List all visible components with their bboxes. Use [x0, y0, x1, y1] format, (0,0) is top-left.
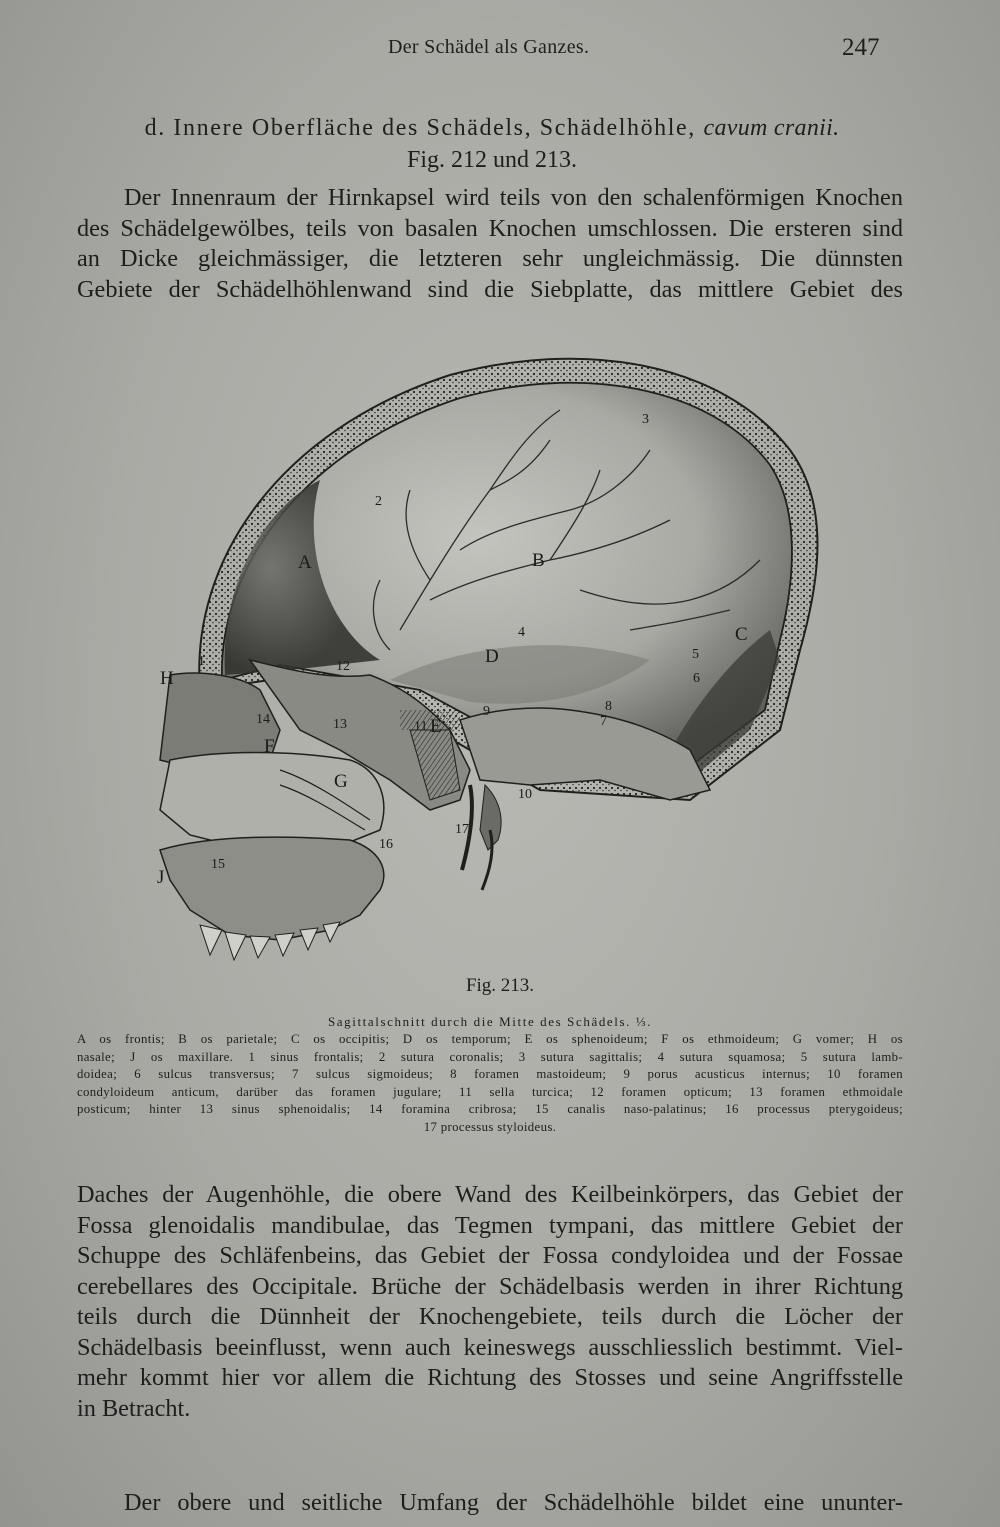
text-line: Gebiete der Schädelhöhlenwand sind die Siebplatte, das mittlere Gebiet des [77, 275, 903, 303]
text-line: Der obere und seitliche Umfang der Schädelhöhle bildet eine ununter- [124, 1489, 903, 1516]
figure-label-C: C [735, 624, 748, 645]
running-title: Der Schädel als Ganzes. [388, 36, 590, 58]
section-figure-reference: Fig. 212 und 213. [406, 147, 577, 173]
figure-label-2: 2 [375, 494, 382, 509]
figure-label-1: 1 [198, 654, 205, 669]
text-line: in Betracht. [77, 1394, 191, 1422]
top-paragraph [77, 183, 903, 305]
figure-label-6: 6 [693, 671, 700, 686]
caption-line: 17 processus styloideus. [423, 1119, 557, 1134]
caption-line: A os frontis; B os parietale; C os occipitis; D os temporum; E os sphenoideum; F os ethmoideum; G vomer; H os [77, 1032, 903, 1046]
text-line: an Dicke gleichmässiger, die letzteren sehr ungleichmässig. Die dünnsten [77, 245, 903, 272]
text-line: des Schädelgewölbes, teils von basalen Knochen umschlossen. Die ersteren sind [77, 214, 903, 242]
section-heading [92, 112, 892, 176]
bottom-paragraph [77, 1180, 903, 1424]
figure-label-8: 8 [605, 699, 612, 714]
figure-label-11: 11 [414, 719, 428, 734]
caption-heading: Sagittalschnitt durch die Mitte des Schädels. ⅓. [327, 1014, 653, 1029]
figure-label-E: E [430, 716, 442, 737]
running-head [0, 36, 1000, 66]
figure-label-7: 7 [600, 714, 607, 729]
figure-label-4: 4 [518, 625, 525, 640]
text-line: Daches der Augenhöhle, die obere Wand des Keilbeinkörpers, das Gebiet der [77, 1181, 903, 1208]
text-line: mehr kommt hier vor allem die Richtung des Stosses und seine Angriffsstelle [77, 1364, 903, 1391]
caption-line: posticum; hinter 13 sinus sphenoidalis; 14 foramina cribrosa; 15 canalis naso-palatinus; 16 processus pterygoideus; [77, 1102, 903, 1116]
figure-label-D: D [485, 646, 499, 667]
figure-label-12: 12 [336, 659, 350, 674]
figure-caption [77, 1013, 903, 1136]
figure-label-13: 13 [333, 717, 347, 732]
caption-line: condyloideum anticum, darüber das foramen jugulare; 11 sella turcica; 12 foramen opticum; 13 foramen ethmoidale [77, 1084, 903, 1099]
figure-label-B: B [532, 550, 545, 571]
text-line: Schuppe des Schläfenbeins, das Gebiet der Fossa condyloidea und der Fossae [77, 1242, 903, 1269]
figure-label-15: 15 [211, 857, 225, 872]
figure-label-5: 5 [692, 647, 699, 662]
caption-line: doidea; 6 sulcus transversus; 7 sulcus sigmoideus; 8 foramen mastoideum; 9 porus acusticus internus; 10 foramen [77, 1067, 903, 1081]
caption-line: nasale; J os maxillare. 1 sinus frontalis; 2 sutura coronalis; 3 sutura sagittalis; 4 sutura squamosa; 5 sutura lamb- [77, 1049, 903, 1064]
skull-figure [130, 330, 920, 970]
section-title-text: d. Innere Oberfläche des Schädels, Schädelhöhle, [144, 115, 696, 141]
figure-label-A: A [298, 552, 312, 573]
text-line: teils durch die Dünnheit der Knochengebiete, teils durch die Löcher der [77, 1303, 903, 1330]
figure-label-F: F [264, 736, 275, 757]
text-line: Schädelbasis beeinflusst, wenn auch keineswegs ausschliesslich bestimmt. Viel- [77, 1333, 903, 1361]
figure-label-16: 16 [379, 837, 393, 852]
figure-label-10: 10 [518, 787, 532, 802]
page-number: 247 [842, 34, 880, 61]
figure-label-17: 17 [455, 822, 469, 837]
figure-label-H: H [160, 668, 174, 689]
text-line: Der Innenraum der Hirnkapsel wird teils von den schalenförmigen Knochen [124, 184, 903, 211]
figure-label-J: J [157, 867, 165, 888]
figure-label-3: 3 [642, 412, 649, 427]
next-paragraph [77, 1488, 903, 1519]
figure-label-G: G [334, 771, 348, 792]
text-line: cerebellares des Occipitale. Brüche der Schädelbasis werden in ihrer Richtung [77, 1272, 903, 1300]
text-line: Fossa glenoidalis mandibulae, das Tegmen tympani, das mittlere Gebiet der [77, 1211, 903, 1239]
figure-label-9: 9 [483, 704, 490, 719]
figure-label-14: 14 [256, 712, 270, 727]
figure-title: Fig. 213. [465, 975, 535, 996]
skull-sagittal-section-illustration [130, 330, 920, 970]
section-title [92, 112, 892, 144]
section-title-latin: cavum cranii. [703, 115, 840, 141]
